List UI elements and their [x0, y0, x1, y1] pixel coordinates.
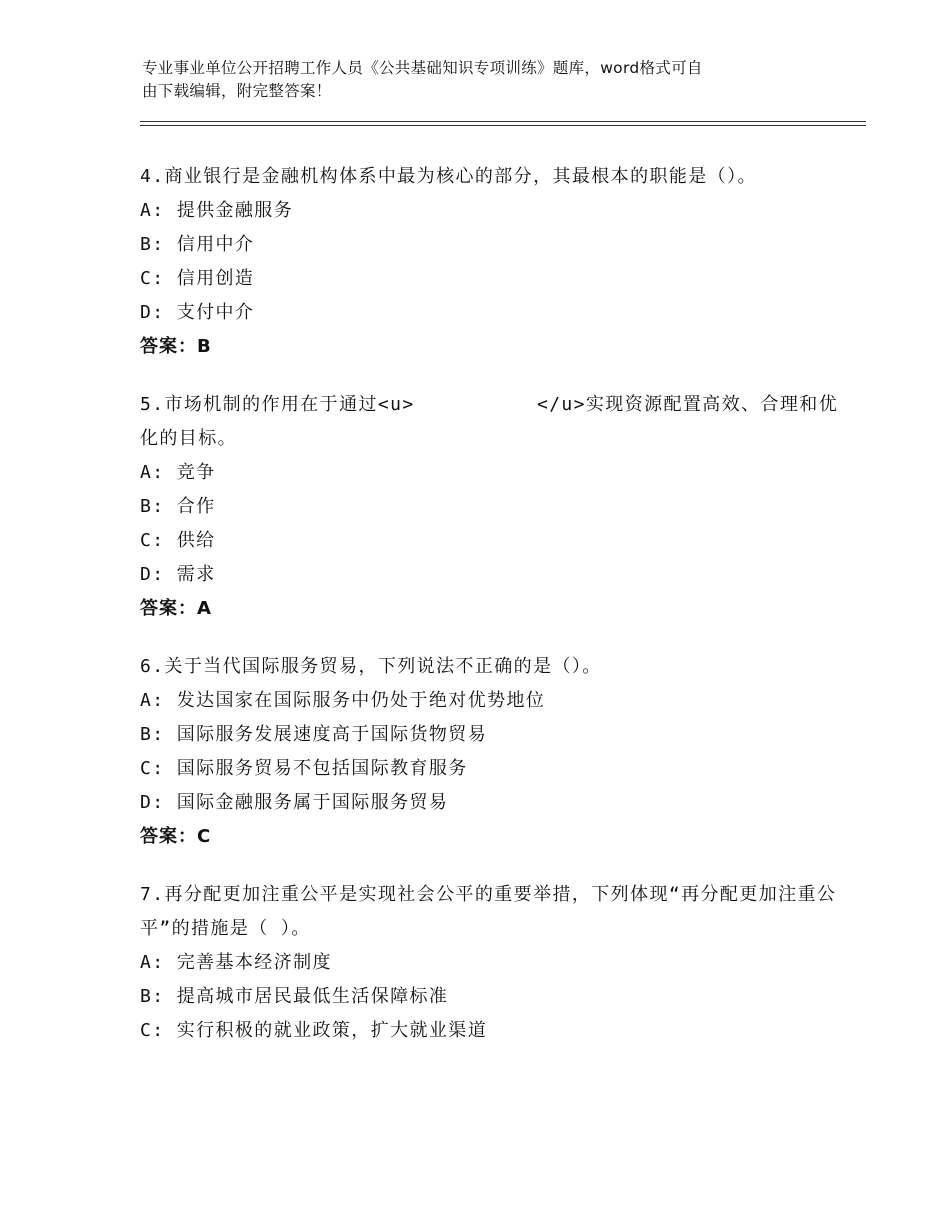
document-header [142, 57, 822, 103]
question-6 [140, 650, 840, 854]
option-d: D: 需求 [140, 564, 216, 585]
header-divider-bottom [140, 125, 866, 126]
question-text: 6.关于当代国际服务贸易，下列说法不正确的是（）。 [140, 656, 602, 677]
option-c: C: 国际服务贸易不包括国际教育服务 [140, 758, 468, 779]
question-4 [140, 160, 840, 364]
option-a: A: 完善基本经济制度 [140, 952, 332, 973]
question-text-content: 5.市场机制的作用在于通过<u> </u>实现资源配置高效、合理和优化的目标。 [140, 394, 839, 449]
question-list [140, 160, 840, 1072]
option-c: C: 信用创造 [140, 268, 255, 289]
option-a: A: 发达国家在国际服务中仍处于绝对优势地位 [140, 690, 546, 711]
option-d: D: 支付中介 [140, 302, 255, 323]
answer-label: 答案：B [140, 336, 212, 357]
question-5 [140, 388, 840, 626]
question-text: 4.商业银行是金融机构体系中最为核心的部分，其最根本的职能是（）。 [140, 166, 757, 187]
option-b: B: 信用中介 [140, 234, 255, 255]
answer-label: 答案：A [140, 598, 212, 619]
option-a: A: 竞争 [140, 462, 216, 483]
option-b: B: 国际服务发展速度高于国际货物贸易 [140, 724, 488, 745]
question-text [140, 388, 840, 456]
option-b: B: 提高城市居民最低生活保障标准 [140, 986, 449, 1007]
header-line-1: 专业事业单位公开招聘工作人员《公共基础知识专项训练》题库，word格式可自 [142, 59, 703, 77]
question-7 [140, 878, 840, 1048]
option-d: D: 国际金融服务属于国际服务贸易 [140, 792, 449, 813]
answer-label: 答案：C [140, 826, 212, 847]
option-a: A: 提供金融服务 [140, 200, 294, 221]
option-c: C: 实行积极的就业政策，扩大就业渠道 [140, 1020, 488, 1041]
option-c: C: 供给 [140, 530, 216, 551]
header-divider-top [140, 121, 866, 122]
option-b: B: 合作 [140, 496, 216, 517]
question-text: 7.再分配更加注重公平是实现社会公平的重要举措，下列体现“再分配更加注重公平”的措施是（ ）。 [140, 884, 837, 939]
header-line-2: 由下载编辑，附完整答案！ [142, 82, 332, 100]
